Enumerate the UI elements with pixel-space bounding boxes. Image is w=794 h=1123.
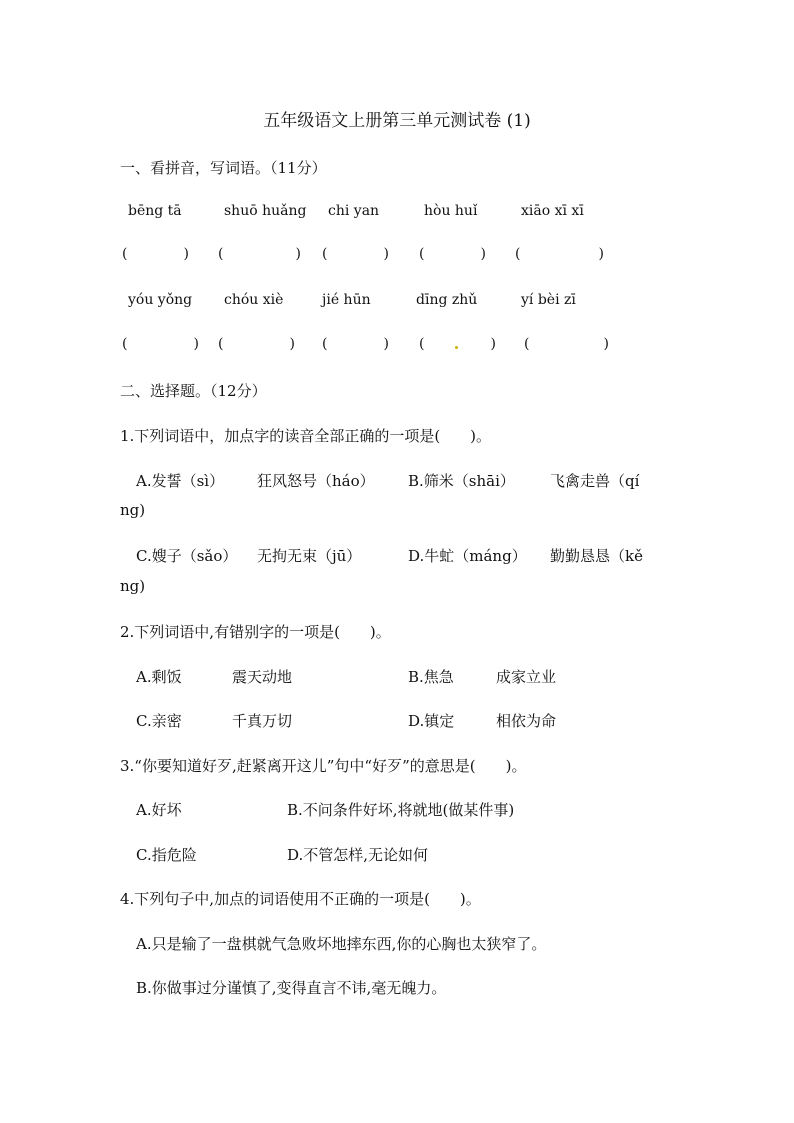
q3-option-d[interactable]: D.不管怎样,无论如何 xyxy=(287,846,429,864)
question-3-stem: 3.“你要知道好歹,赶紧离开这儿”句中“好歹”的意思是( )。 xyxy=(120,757,527,775)
answer-blank[interactable]: ( ) xyxy=(322,336,389,352)
answer-blank[interactable]: ( ) xyxy=(322,246,389,262)
pinyin-1-1: bēng tā xyxy=(128,203,182,219)
q1-option-d-word2-cont: ng) xyxy=(120,577,146,595)
answer-blank[interactable]: ( ) xyxy=(419,246,486,262)
pinyin-2-1: yóu yǒng xyxy=(128,292,193,308)
q2-option-c[interactable]: C.亲密 xyxy=(136,712,182,730)
answer-blank[interactable]: ( ) xyxy=(218,246,301,262)
q2-option-b-word2: 成家立业 xyxy=(496,668,557,686)
q3-option-c[interactable]: C.指危险 xyxy=(136,846,197,864)
q2-option-b[interactable]: B.焦急 xyxy=(408,668,454,686)
q2-option-a[interactable]: A.剩饭 xyxy=(136,668,182,686)
answer-blank[interactable]: ( ) xyxy=(218,336,295,352)
q1-option-a[interactable]: A.发誓（sì） xyxy=(136,472,225,490)
q3-option-a[interactable]: A.好坏 xyxy=(136,801,182,819)
page-title: 五年级语文上册第三单元测试卷 (1) xyxy=(263,111,531,131)
q1-option-c-word2: 无拘无束（jū） xyxy=(257,547,362,565)
section1-heading: 一、看拼音，写词语。（11分） xyxy=(120,159,327,177)
q4-option-b[interactable]: B.你做事过分谨慎了,变得直言不讳,毫无魄力。 xyxy=(136,979,447,997)
q1-option-b-word2: 飞禽走兽（qí xyxy=(550,472,640,490)
q2-option-a-word2: 震天动地 xyxy=(232,668,293,686)
answer-blank[interactable]: ( ) xyxy=(419,336,496,352)
q1-option-b[interactable]: B.筛米（shāi） xyxy=(408,472,515,490)
q2-option-c-word2: 千真万切 xyxy=(232,712,293,730)
q2-option-d[interactable]: D.镇定 xyxy=(408,712,455,730)
pinyin-1-4: hòu huǐ xyxy=(424,203,478,219)
q2-option-d-word2: 相依为命 xyxy=(496,712,557,730)
answer-blank[interactable]: ( ) xyxy=(122,246,189,262)
pinyin-2-5: yí bèi zī xyxy=(521,292,576,308)
stray-dot xyxy=(455,346,458,349)
answer-blank[interactable]: ( ) xyxy=(122,336,199,352)
answer-blank[interactable]: ( ) xyxy=(524,336,609,352)
pinyin-2-4: dīng zhǔ xyxy=(416,292,478,308)
q3-option-b[interactable]: B.不问条件好坏,将就地(做某件事) xyxy=(287,801,515,819)
question-2-stem: 2.下列词语中,有错别字的一项是( )。 xyxy=(120,623,391,641)
pinyin-2-2: chóu xiè xyxy=(224,292,284,308)
pinyin-1-2: shuō huǎng xyxy=(224,203,307,219)
pinyin-1-5: xiāo xī xī xyxy=(521,203,584,219)
q1-option-d-word2: 勤勤恳恳（kě xyxy=(550,547,643,565)
answer-blank[interactable]: ( ) xyxy=(515,246,604,262)
pinyin-1-3: chi yan xyxy=(328,203,380,219)
q1-option-c[interactable]: C.嫂子（sǎo） xyxy=(136,547,238,565)
q1-option-a-word2: 狂风怒号（háo） xyxy=(257,472,375,490)
question-4-stem: 4.下列句子中,加点的词语使用不正确的一项是( )。 xyxy=(120,890,481,908)
q1-option-d[interactable]: D.牛虻（máng） xyxy=(408,547,527,565)
q4-option-a[interactable]: A.只是输了一盘棋就气急败坏地摔东西,你的心胸也太狭窄了。 xyxy=(136,935,547,953)
q1-option-b-word2-cont: ng) xyxy=(120,501,146,519)
section2-heading: 二、选择题。（12分） xyxy=(120,382,267,400)
pinyin-2-3: jié hūn xyxy=(322,292,371,308)
question-1-stem: 1.下列词语中，加点字的读音全部正确的一项是( )。 xyxy=(120,427,492,445)
